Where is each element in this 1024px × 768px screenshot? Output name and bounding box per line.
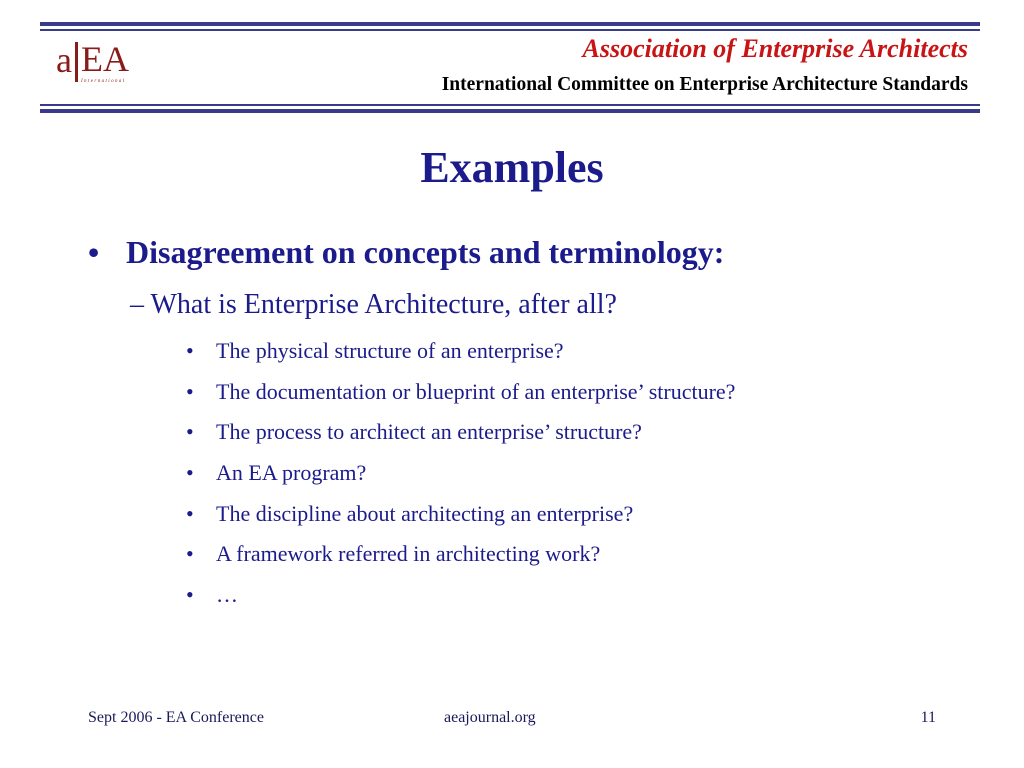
page-number: 11 xyxy=(920,709,936,726)
list-item xyxy=(186,459,735,500)
slide-title: Examples xyxy=(420,143,604,192)
logo-letters-ea: EA xyxy=(80,39,129,79)
logo-letter-a: a xyxy=(56,40,72,80)
list-item xyxy=(186,418,735,459)
list-item-text: … xyxy=(216,582,238,608)
committee-name: International Committee on Enterprise Architecture Standards xyxy=(441,74,968,95)
bullet-glyph: • xyxy=(186,378,194,404)
logo-subtitle: International xyxy=(80,79,126,84)
organization-name: Association of Enterprise Architects xyxy=(582,34,968,63)
sub-bullet: – What is Enterprise Architecture, after all? xyxy=(130,289,617,320)
list-item xyxy=(186,337,735,378)
list-item xyxy=(186,581,735,622)
bullet-glyph: • xyxy=(186,419,194,445)
list-item xyxy=(186,378,735,419)
list-item-text: The documentation or blueprint of an enterprise’ structure? xyxy=(216,378,736,404)
list-item-text: A framework referred in architecting work? xyxy=(216,541,601,567)
list-item-text: The discipline about architecting an enterprise? xyxy=(216,500,634,526)
question-list xyxy=(186,337,735,622)
list-item xyxy=(186,500,735,541)
main-bullet-text: Disagreement on concepts and terminology: xyxy=(126,234,725,270)
bullet-glyph: • xyxy=(186,582,194,608)
bullet-glyph: • xyxy=(186,460,194,486)
footer-website: aeajournal.org xyxy=(444,709,536,726)
main-bullet xyxy=(88,230,724,274)
bullet-glyph: • xyxy=(186,338,194,363)
list-item-text: The physical structure of an enterprise? xyxy=(216,338,564,363)
list-item xyxy=(186,540,735,581)
list-item-text: The process to architect an enterprise’ structure? xyxy=(216,419,642,445)
footer-event: Sept 2006 - EA Conference xyxy=(88,709,264,726)
bullet-glyph: • xyxy=(186,500,194,526)
bullet-glyph: • xyxy=(186,541,194,567)
bullet-glyph: • xyxy=(88,234,100,270)
list-item-text: An EA program? xyxy=(216,460,367,486)
